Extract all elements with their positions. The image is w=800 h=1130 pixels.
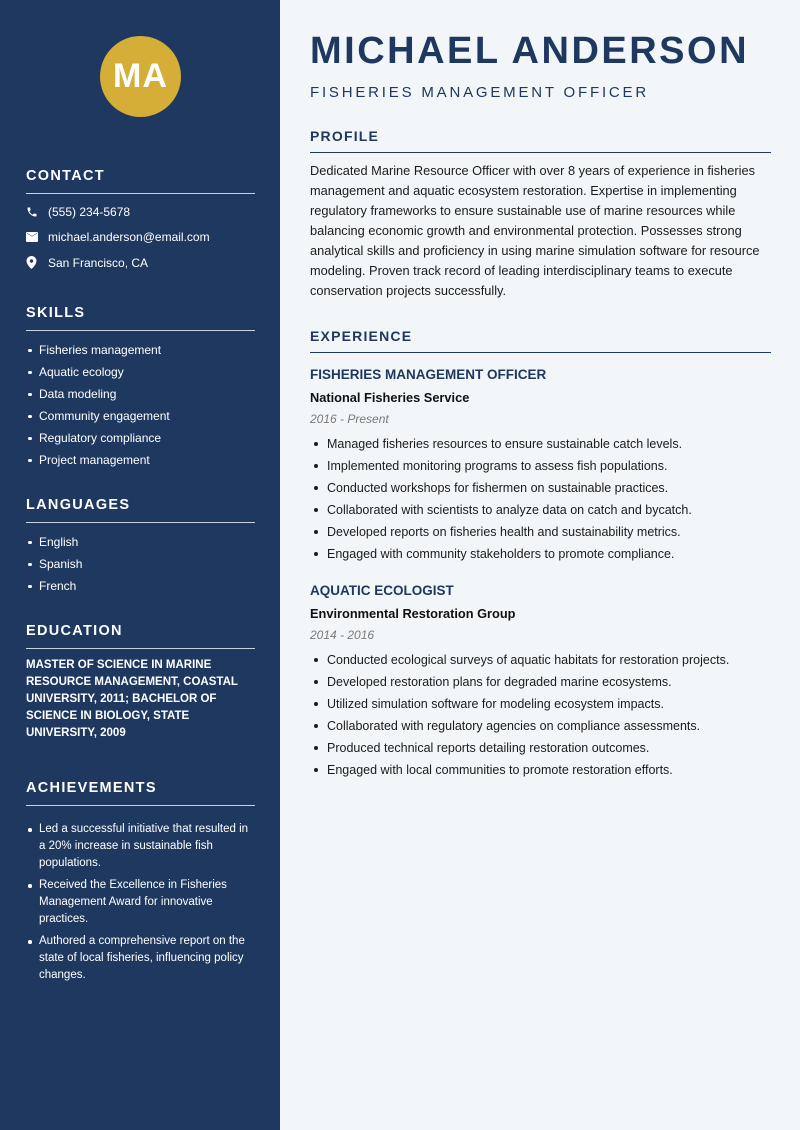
job-bullet: Developed reports on fisheries health and sustainability metrics. <box>310 521 771 543</box>
contact-phone-text: (555) 234-5678 <box>48 204 131 219</box>
achievement-item: Authored a comprehensive report on the state of local fisheries, influencing policy changes. <box>26 933 255 984</box>
contact-location <box>26 250 255 276</box>
job-role: AQUATIC ECOLOGIST <box>310 583 454 598</box>
job-bullet: Collaborated with scientists to analyze data on catch and bycatch. <box>310 499 771 521</box>
job-bullet: Conducted workshops for fishermen on sustainable practices. <box>310 477 771 499</box>
skills-heading: SKILLS <box>26 305 255 331</box>
education-text: MASTER OF SCIENCE IN MARINE RESOURCE MANAGEMENT, COASTAL UNIVERSITY, 2011; BACHELOR OF SCIENCE IN BIOLOGY, STATE UNIVERSITY, 2009 <box>26 659 238 739</box>
language-item: English <box>26 531 255 553</box>
job-role: FISHERIES MANAGEMENT OFFICER <box>310 367 547 382</box>
location-pin-icon <box>26 256 48 269</box>
profile-heading: PROFILE <box>310 128 771 153</box>
job-company: Environmental Restoration Group <box>310 606 516 621</box>
candidate-name: MICHAEL ANDERSON <box>310 30 750 72</box>
skill-item: Community engagement <box>26 405 255 427</box>
language-item: French <box>26 575 255 597</box>
contact-section <box>26 168 255 276</box>
contact-heading: CONTACT <box>26 168 255 194</box>
job-company: National Fisheries Service <box>310 390 470 405</box>
contact-email <box>26 225 255 251</box>
skill-item: Regulatory compliance <box>26 427 255 449</box>
education-section <box>26 623 255 742</box>
job-bullet: Implemented monitoring programs to assess fish populations. <box>310 455 771 477</box>
job-entry <box>310 366 771 565</box>
achievements-heading: ACHIEVEMENTS <box>26 780 255 806</box>
job-dates: 2016 - Present <box>310 412 389 426</box>
contact-phone <box>26 199 255 225</box>
email-icon <box>26 232 48 242</box>
skills-section <box>26 305 255 471</box>
experience-section <box>310 328 771 353</box>
skill-item: Fisheries management <box>26 339 255 361</box>
job-bullet: Conducted ecological surveys of aquatic habitats for restoration projects. <box>310 649 771 671</box>
achievements-section <box>26 780 255 989</box>
profile-text: Dedicated Marine Resource Officer with over 8 years of experience in fisheries management and aquatic ecosystem restoration. Expertise in implementing regulatory frameworks to ensure sustainable use of marine resources while balancing economic growth and environmental protection. Possesses strong analytical skills and proficiency in using marine simulation software for resource modeling. Proven track record of leading interdisciplinary teams to execute conservation projects successfully. <box>310 163 760 298</box>
contact-email-text: michael.anderson@email.com <box>48 230 210 245</box>
experience-heading: EXPERIENCE <box>310 328 771 353</box>
education-heading: EDUCATION <box>26 623 255 649</box>
languages-heading: LANGUAGES <box>26 497 255 523</box>
sidebar <box>0 0 280 1130</box>
skill-item: Data modeling <box>26 383 255 405</box>
job-bullet: Produced technical reports detailing restoration outcomes. <box>310 737 771 759</box>
avatar: MA <box>100 36 181 117</box>
language-item: Spanish <box>26 553 255 575</box>
job-bullet: Utilized simulation software for modeling ecosystem impacts. <box>310 693 771 715</box>
job-bullet: Developed restoration plans for degraded marine ecosystems. <box>310 671 771 693</box>
achievement-item: Received the Excellence in Fisheries Management Award for innovative practices. <box>26 877 255 928</box>
phone-icon <box>26 206 48 218</box>
languages-section <box>26 497 255 597</box>
job-dates: 2014 - 2016 <box>310 628 375 642</box>
job-bullet: Managed fisheries resources to ensure sustainable catch levels. <box>310 433 771 455</box>
skill-item: Project management <box>26 449 255 471</box>
contact-location-text: San Francisco, CA <box>48 255 149 270</box>
candidate-title: FISHERIES MANAGEMENT OFFICER <box>310 84 649 101</box>
job-entry <box>310 582 771 781</box>
profile-section <box>310 128 771 301</box>
job-bullet: Engaged with local communities to promote restoration efforts. <box>310 759 771 781</box>
skill-item: Aquatic ecology <box>26 361 255 383</box>
job-bullet: Engaged with community stakeholders to promote compliance. <box>310 543 771 565</box>
job-bullet: Collaborated with regulatory agencies on compliance assessments. <box>310 715 771 737</box>
achievement-item: Led a successful initiative that resulted in a 20% increase in sustainable fish populations. <box>26 821 255 872</box>
